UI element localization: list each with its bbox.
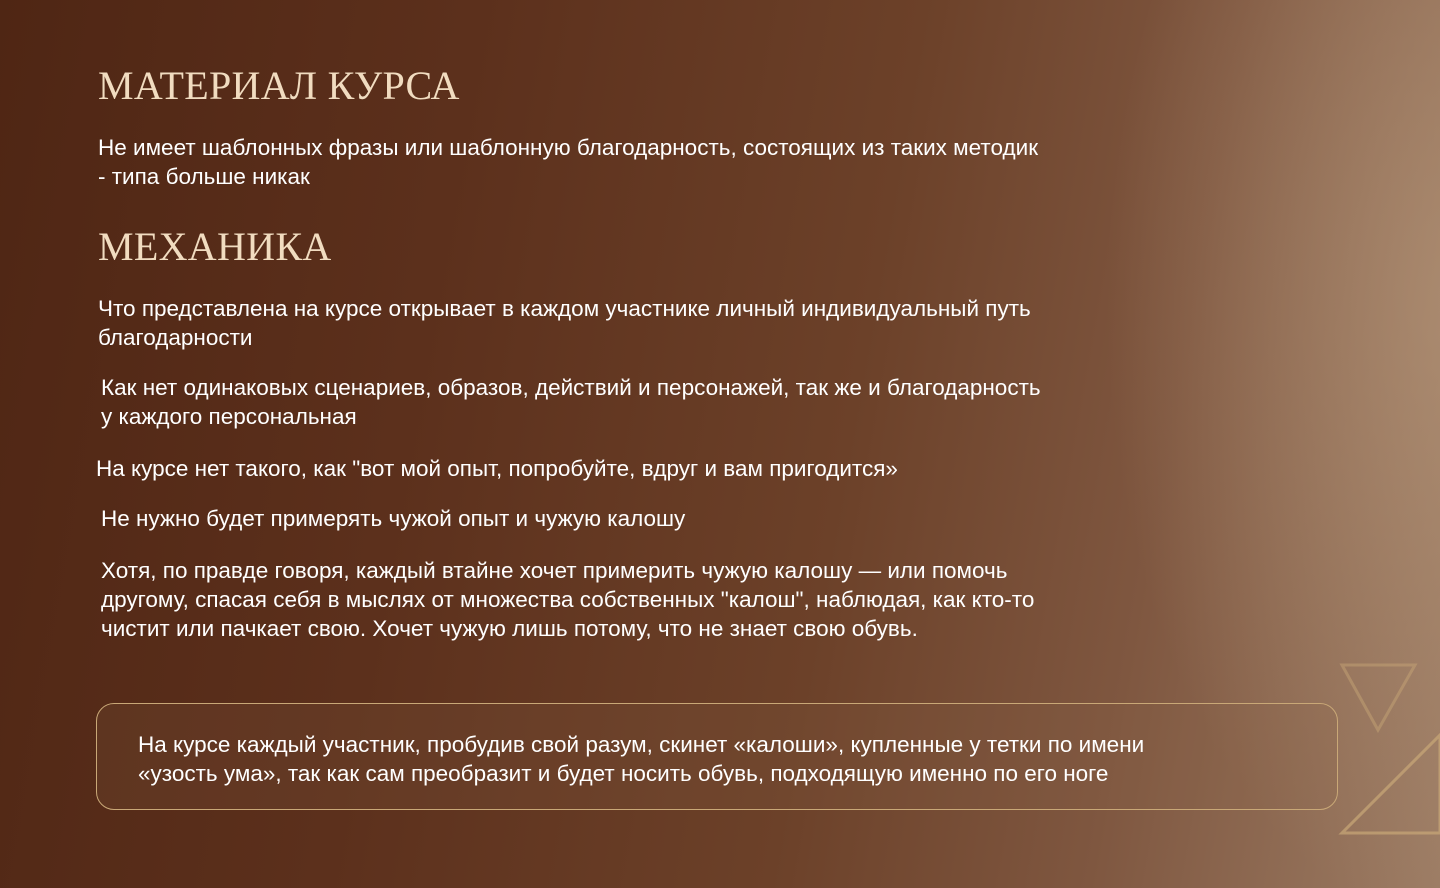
mechanics-paragraph-4: Не нужно будет примерять чужой опыт и чужую калошу [101, 506, 686, 531]
callout-line-1: На курсе каждый участник, пробудив свой разум, скинет «калоши», купленные у тетки по имени [138, 732, 1145, 757]
callout-box [96, 703, 1338, 810]
mechanics-paragraph-2 [101, 373, 1201, 431]
material-paragraph [98, 133, 1198, 191]
mechanics-paragraph-1 [98, 294, 1198, 352]
mechanics-p5-line-2: другому, спасая себя в мыслях от множества собственных "калош", наблюдая, как кто-то [101, 587, 1035, 612]
mechanics-p5-line-3: чистит или пачкает свою. Хочет чужую лишь потому, что не знает свою обувь. [101, 616, 918, 641]
mechanics-p2-line-1: Как нет одинаковых сценариев, образов, действий и персонажей, так же и благодарность [101, 375, 1041, 400]
mechanics-p2-line-2: у каждого персональная [101, 404, 357, 429]
mechanics-heading: МЕХАНИКА [98, 224, 332, 269]
gold-triangle-outline-icon [1330, 655, 1440, 835]
mechanics-p1-line-2: благодарности [98, 325, 253, 350]
mechanics-paragraph-5 [101, 556, 1201, 643]
material-line-2: - типа больше никак [98, 164, 310, 189]
callout-line-2: «узость ума», так как сам преобразит и будет носить обувь, подходящую именно по его ноге [138, 761, 1109, 786]
mechanics-paragraph-3: На курсе нет такого, как "вот мой опыт, попробуйте, вдруг и вам пригодится» [96, 456, 898, 481]
mechanics-p1-line-1: Что представлена на курсе открывает в каждом участнике личный индивидуальный путь [98, 296, 1031, 321]
callout-text [138, 730, 1328, 788]
material-line-1: Не имеет шаблонных фразы или шаблонную благодарность, состоящих из таких методик [98, 135, 1039, 160]
mechanics-p5-line-1: Хотя, по правде говоря, каждый втайне хочет примерить чужую калошу — или помочь [101, 558, 1008, 583]
material-heading: МАТЕРИАЛ КУРСА [98, 63, 460, 108]
